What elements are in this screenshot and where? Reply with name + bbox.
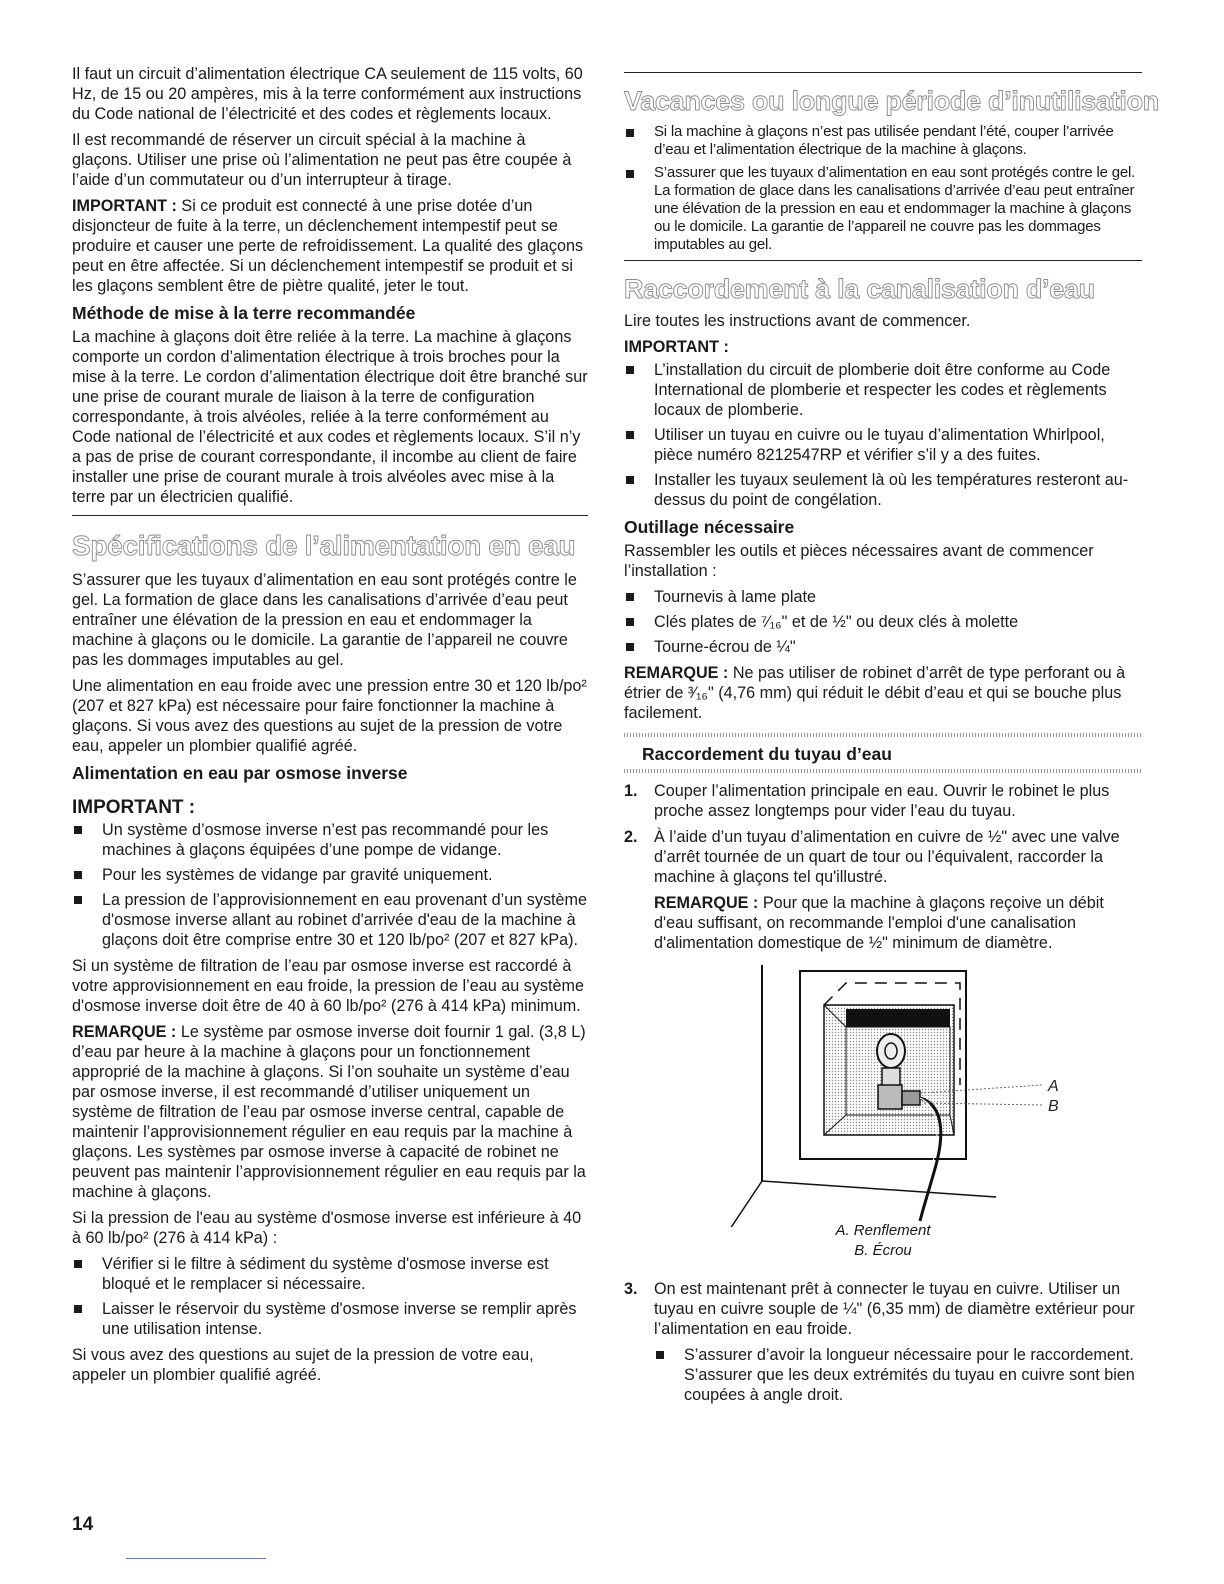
pipe-connection-heading: Raccordement du tuyau d’eau [642,744,892,764]
water-spec-heading: Spécifications de l’alimentation en eau [72,530,576,561]
list-item: Pour les systèmes de vidange par gravité uniquement. [72,865,588,885]
connection-bullet-list [624,360,1142,510]
section-divider [72,515,588,516]
ro-important-label: IMPORTANT : [72,797,196,818]
step-item: 2. À l’aide d’un tuyau d’alimentation en cuivre de ½" avec une valve d’arrêt tournée de un quart de tour ou l’équivalent, raccorder la machine à glaçons tel qu'illustré. REMARQUE : Pour que la machine à glaçons reçoive un débit d'eau suffisant, on recommande l'emploi d'une canalisation d'alimentation domestique de ½" minimum de diamètre. [624,827,1142,953]
connection-important-label: IMPORTANT : [624,338,729,356]
tools-bullet-list [624,587,1142,657]
list-item: Vérifier si le filtre à sédiment du système d'osmose inverse est bloqué et le remplacer si nécessaire. [72,1254,588,1294]
ro-bullet-list-2 [72,1254,588,1339]
read-instructions-paragraph: Lire toutes les instructions avant de commencer. [624,312,971,330]
note-label: REMARQUE : [654,894,759,912]
steps-list [624,781,1142,953]
water-spec-paragraph-1: S’assurer que les tuyaux d’alimentation en eau sont protégés contre le gel. La formation de glace dans les canalisations d’arrivée d’eau peut entraîner une élévation de la pression en eau et endommager la machine à glaçons ou le domicile. La garantie de l’appareil ne couvre pas les dommages imputables au gel. [72,571,577,669]
dotted-band [624,733,1142,737]
water-spec-paragraph-2: Une alimentation en eau froide avec une pression entre 30 et 120 lb/po² (207 et 827 kPa) est nécessaire pour faire fonctionner la machine à glaçons. Si vous avez des questions au sujet de la pression de votre eau, appeler un plombier qualifié agréé. [72,677,587,755]
tools-paragraph: Rassembler les outils et pièces nécessaires avant de commencer l’installation : [624,542,1094,580]
tools-note-paragraph: REMARQUE : Ne pas utiliser de robinet d’arrêt de type perforant ou à étrier de ³⁄₁₆" (4,76 mm) qui réduit le débit d’eau et qui se bouche plus facilement. [624,664,1126,722]
note-label: REMARQUE : [72,1023,177,1041]
circuit-paragraph: Il est recommandé de réserver un circuit spécial à la machine à glaçons. Utiliser une prise où l’alimentation ne peut pas être coupée à l’aide d’un commutateur ou d’un interrupteur à tirage. [72,131,572,189]
grounding-paragraph: La machine à glaçons doit être reliée à la terre. La machine à glaçons comporte un cordon d’alimentation électrique à trois broches pour la mise à la terre. Le cordon d’alimentation électrique doit être branché sur une prise de courant murale de liaison à la terre de configuration correspondante, à trois alvéoles, reliée à la terre conformément au Code national de l’électricité et aux codes et règlements locaux. S’il n’y a pas de prise de courant correspondante, il incombe au client de faire installer une prise de courant murale à trois alvéoles avec mise à la terre par un électricien qualifié. [72,328,588,506]
grounding-heading: Méthode de mise à la terre recommandée [72,303,416,323]
step2-note: REMARQUE : Pour que la machine à glaçons reçoive un débit d'eau suffisant, on recommande l'emploi d'une canalisation d'alimentation domestique de ½" minimum de diamètre. [654,894,1104,952]
figure-caption-b: B. Écrou [854,1242,912,1259]
list-item: Si la machine à glaçons n’est pas utilisée pendant l’été, couper l’arrivée d’eau et l’alimentation électrique de la machine à glaçons. [624,123,1142,159]
vacation-heading: Vacances ou longue période d’inutilisation [624,86,1159,116]
step3-bullet-list [654,1345,1142,1405]
label-a: A [1048,1078,1059,1095]
tools-heading: Outillage nécessaire [624,517,795,537]
list-item: Un système d’osmose inverse n’est pas recommandé pour les machines à glaçons équipées d’une pompe de vidange. [72,820,588,860]
ro-paragraph-1: Si un système de filtration de l’eau par osmose inverse est raccordé à votre approvisionnement en eau froide, la pression de l’eau au système d'osmose inverse doit être de 40 à 60 lb/po² (276 à 414 kPa) minimum. [72,957,585,1015]
ro-note-paragraph: REMARQUE : Le système par osmose inverse doit fournir 1 gal. (3,8 L) d’eau par heure à la machine à glaçons pour un fonctionnement approprié de la machine à glaçons. Si l’on souhaite un système d’eau par osmose inverse, il est recommandé d’utiliser uniquement un système de filtration de l’eau par osmose inverse central, capable de maintenir l’approvisionnement régulier en eau requis par la machine à glaçons. Les systèmes par osmose inverse à capacité de robinet ne peuvent pas maintenir l’approvisionnement régulier en eau requis par la machine à glaçons. [72,1023,586,1201]
bottom-rule [126,1558,266,1559]
figure-caption-a: A. Renflement [835,1222,931,1239]
power-paragraph: Il faut un circuit d’alimentation électrique CA seulement de 115 volts, 60 Hz, de 15 ou 20 ampères, mis à la terre conformément aux instructions du Code national de l’électricité et des codes et règlements locaux. [72,65,583,123]
section-divider [624,72,1142,73]
list-item: Installer les tuyaux seulement là où les températures resteront au-dessus du point de congélation. [624,470,1142,510]
step-item: 3. On est maintenant prêt à connecter le tuyau en cuivre. Utiliser un tuyau en cuivre souple de ¼" (6,35 mm) de diamètre extérieur pour l’alimentation en eau froide. S’assurer d’avoir la longueur nécessaire pour le raccordement. S’assurer que les deux extrémités du tuyau en cuivre sont bien coupées à angle droit. [624,1279,1142,1405]
ro-paragraph-2: Si la pression de l'eau au système d'osmose inverse est inférieure à 40 à 60 lb/po² (276 à 414 kPa) : [72,1209,582,1247]
left-column [72,64,588,1391]
important-label: IMPORTANT : [72,197,177,215]
steps-list-continued [624,1279,1142,1405]
right-column [624,72,1159,1411]
ro-heading: Alimentation en eau par osmose inverse [72,763,408,783]
list-item: Tourne-écrou de ¼" [624,637,1142,657]
ro-paragraph-3: Si vous avez des questions au sujet de la pression de votre eau, appeler un plombier qualifié agréé. [72,1346,534,1384]
list-item: Utiliser un tuyau en cuivre ou le tuyau d’alimentation Whirlpool, pièce numéro 8212547RP et vérifier s’il y a des fuites. [624,425,1142,465]
list-item: S’assurer d’avoir la longueur nécessaire pour le raccordement. S’assurer que les deux extrémités du tuyau en cuivre sont bien coupées à angle droit. [654,1345,1142,1405]
list-item: Laisser le réservoir du système d'osmose inverse se remplir après une utilisation intense. [72,1299,588,1339]
page-number: 14 [72,1514,94,1535]
vacation-bullet-list [624,123,1142,254]
section-divider [624,260,1142,261]
list-item: Tournevis à lame plate [624,587,1142,607]
dotted-band [624,769,1142,773]
list-item: Clés plates de ⁷⁄₁₆" et de ½" ou deux clés à molette [624,612,1142,632]
ro-bullet-list [72,820,588,950]
water-connection-heading: Raccordement à la canalisation d’eau [624,274,1095,304]
connection-figure [624,965,1142,1227]
note-label: REMARQUE : [624,664,729,682]
ice-maker-connection-illustration [624,965,1142,1227]
label-b: B [1048,1098,1059,1115]
list-item: S’assurer que les tuyaux d’alimentation en eau sont protégés contre le gel. La formation de glace dans les canalisations d’arrivée d’eau peut entraîner une élévation de la pression en eau et endommager la machine à glaçons ou le domicile. La garantie de l’appareil ne couvre pas les dommages imputables au gel. [624,164,1142,254]
gfci-paragraph: IMPORTANT : Si ce produit est connecté à une prise dotée d’un disjoncteur de fuite à la terre, un déclenchement intempestif peut se produire et causer une perte de refroidissement. La qualité des glaçons peut en être affectée. Si un déclenchement intempestif se produit et si les glaçons semblent être de piètre qualité, jeter le tout. [72,197,584,295]
step-item: 1. Couper l’alimentation principale en eau. Ouvrir le robinet le plus proche assez longtemps pour vider l’eau du tuyau. [624,782,1110,820]
list-item: L’installation du circuit de plomberie doit être conforme au Code International de plomberie et respecter les codes et règlements locaux de plomberie. [624,360,1142,420]
list-item: La pression de l’approvisionnement en eau provenant d’un système d'osmose inverse allant au robinet d'arrivée d'eau de la machine à glaçons doit être comprise entre 30 et 120 lb/po² (207 et 827 kPa). [72,890,588,950]
